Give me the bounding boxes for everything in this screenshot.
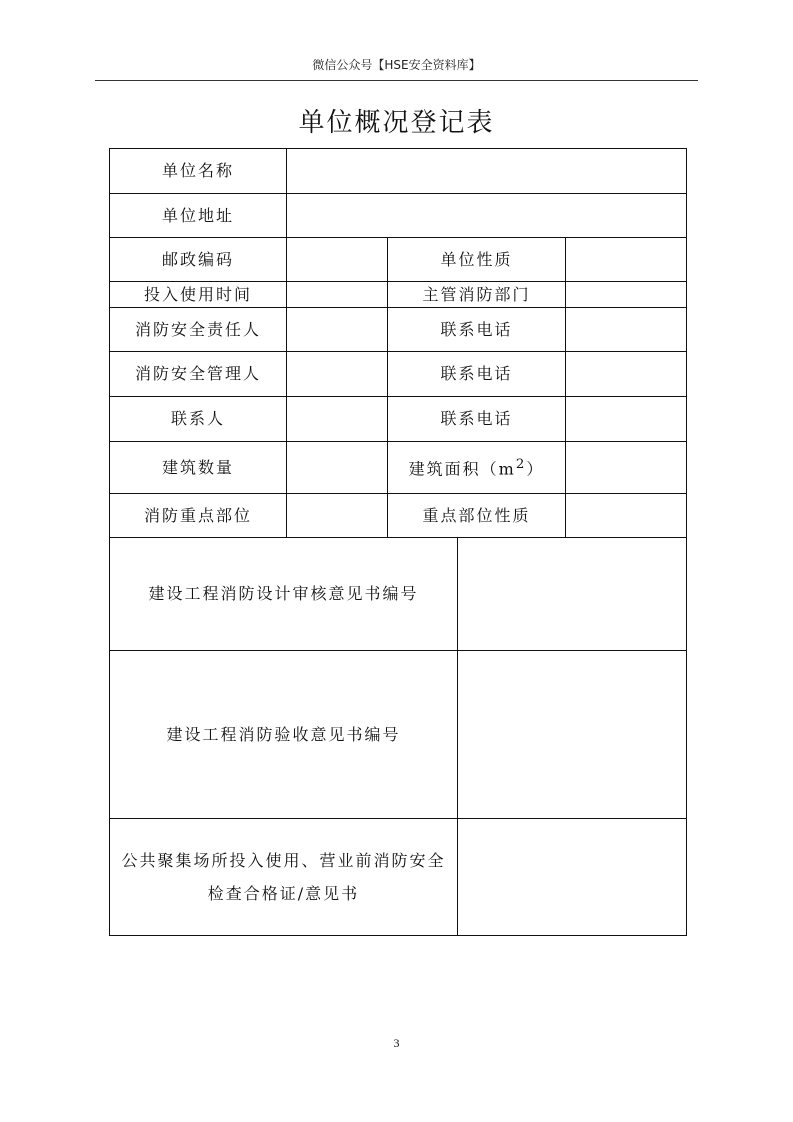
row-public-venue [110,819,687,936]
public-venue-label [110,819,458,936]
fire-dept-field[interactable] [566,282,687,308]
design-review-field[interactable] [458,538,687,651]
building-area-unit-superscript: 2 [515,456,527,472]
building-count-field[interactable] [287,442,388,494]
row-key-parts [110,494,687,538]
header-divider [95,80,698,81]
key-parts-nature-field[interactable] [566,494,687,538]
row-building-count [110,442,687,494]
building-area-label: 建筑面积$(m^2)$ [388,442,566,494]
safety-responsible-label: 消防安全责任人 [110,308,287,352]
unit-nature-field[interactable] [566,238,687,282]
row-unit-address [110,194,687,238]
phone-label-2: 联系电话 [388,352,566,397]
key-parts-nature-label: 重点部位性质 [388,494,566,538]
start-use-time-label: 投入使用时间 [110,282,287,308]
contact-person-label: 联系人 [110,397,287,442]
page-header: 微信公众号【HSE安全资料库】 [312,58,481,72]
safety-manager-label: 消防安全管理人 [110,352,287,397]
key-parts-field[interactable] [287,494,388,538]
row-safety-manager [110,352,687,397]
unit-nature-label: 单位性质 [388,238,566,282]
row-contact-person [110,397,687,442]
postal-code-label: 邮政编码 [110,238,287,282]
public-venue-label-line2: 检查合格证/意见书 [207,884,360,903]
phone-label-1: 联系电话 [388,308,566,352]
phone-field-1[interactable] [566,308,687,352]
row-unit-name [110,149,687,194]
unit-name-label: 单位名称 [110,149,287,194]
postal-code-field[interactable] [287,238,388,282]
safety-responsible-field[interactable] [287,308,388,352]
unit-address-label: 单位地址 [110,194,287,238]
building-area-field[interactable] [566,442,687,494]
contact-person-field[interactable] [287,397,388,442]
public-venue-label-line1: 公共聚集场所投入使用、营业前消防安全 [121,851,446,870]
acceptance-label: 建设工程消防验收意见书编号 [110,651,458,819]
fire-dept-label: 主管消防部门 [388,282,566,308]
row-start-use-time [110,282,687,308]
start-use-time-field[interactable] [287,282,388,308]
page-number: 3 [393,1036,400,1050]
public-venue-field[interactable] [458,819,687,936]
unit-name-field[interactable] [287,149,687,194]
unit-address-field[interactable] [287,194,687,238]
acceptance-field[interactable] [458,651,687,819]
row-acceptance [110,651,687,819]
row-postal-code [110,238,687,282]
safety-manager-field[interactable] [287,352,388,397]
key-parts-label: 消防重点部位 [110,494,287,538]
phone-label-3: 联系电话 [388,397,566,442]
design-review-label: 建设工程消防设计审核意见书编号 [110,538,458,651]
registration-form-table [109,148,687,936]
phone-field-3[interactable] [566,397,687,442]
row-design-review [110,538,687,651]
row-safety-responsible [110,308,687,352]
building-count-label: 建筑数量 [110,442,287,494]
page-title: 单位概况登记表 [298,108,495,138]
phone-field-2[interactable] [566,352,687,397]
